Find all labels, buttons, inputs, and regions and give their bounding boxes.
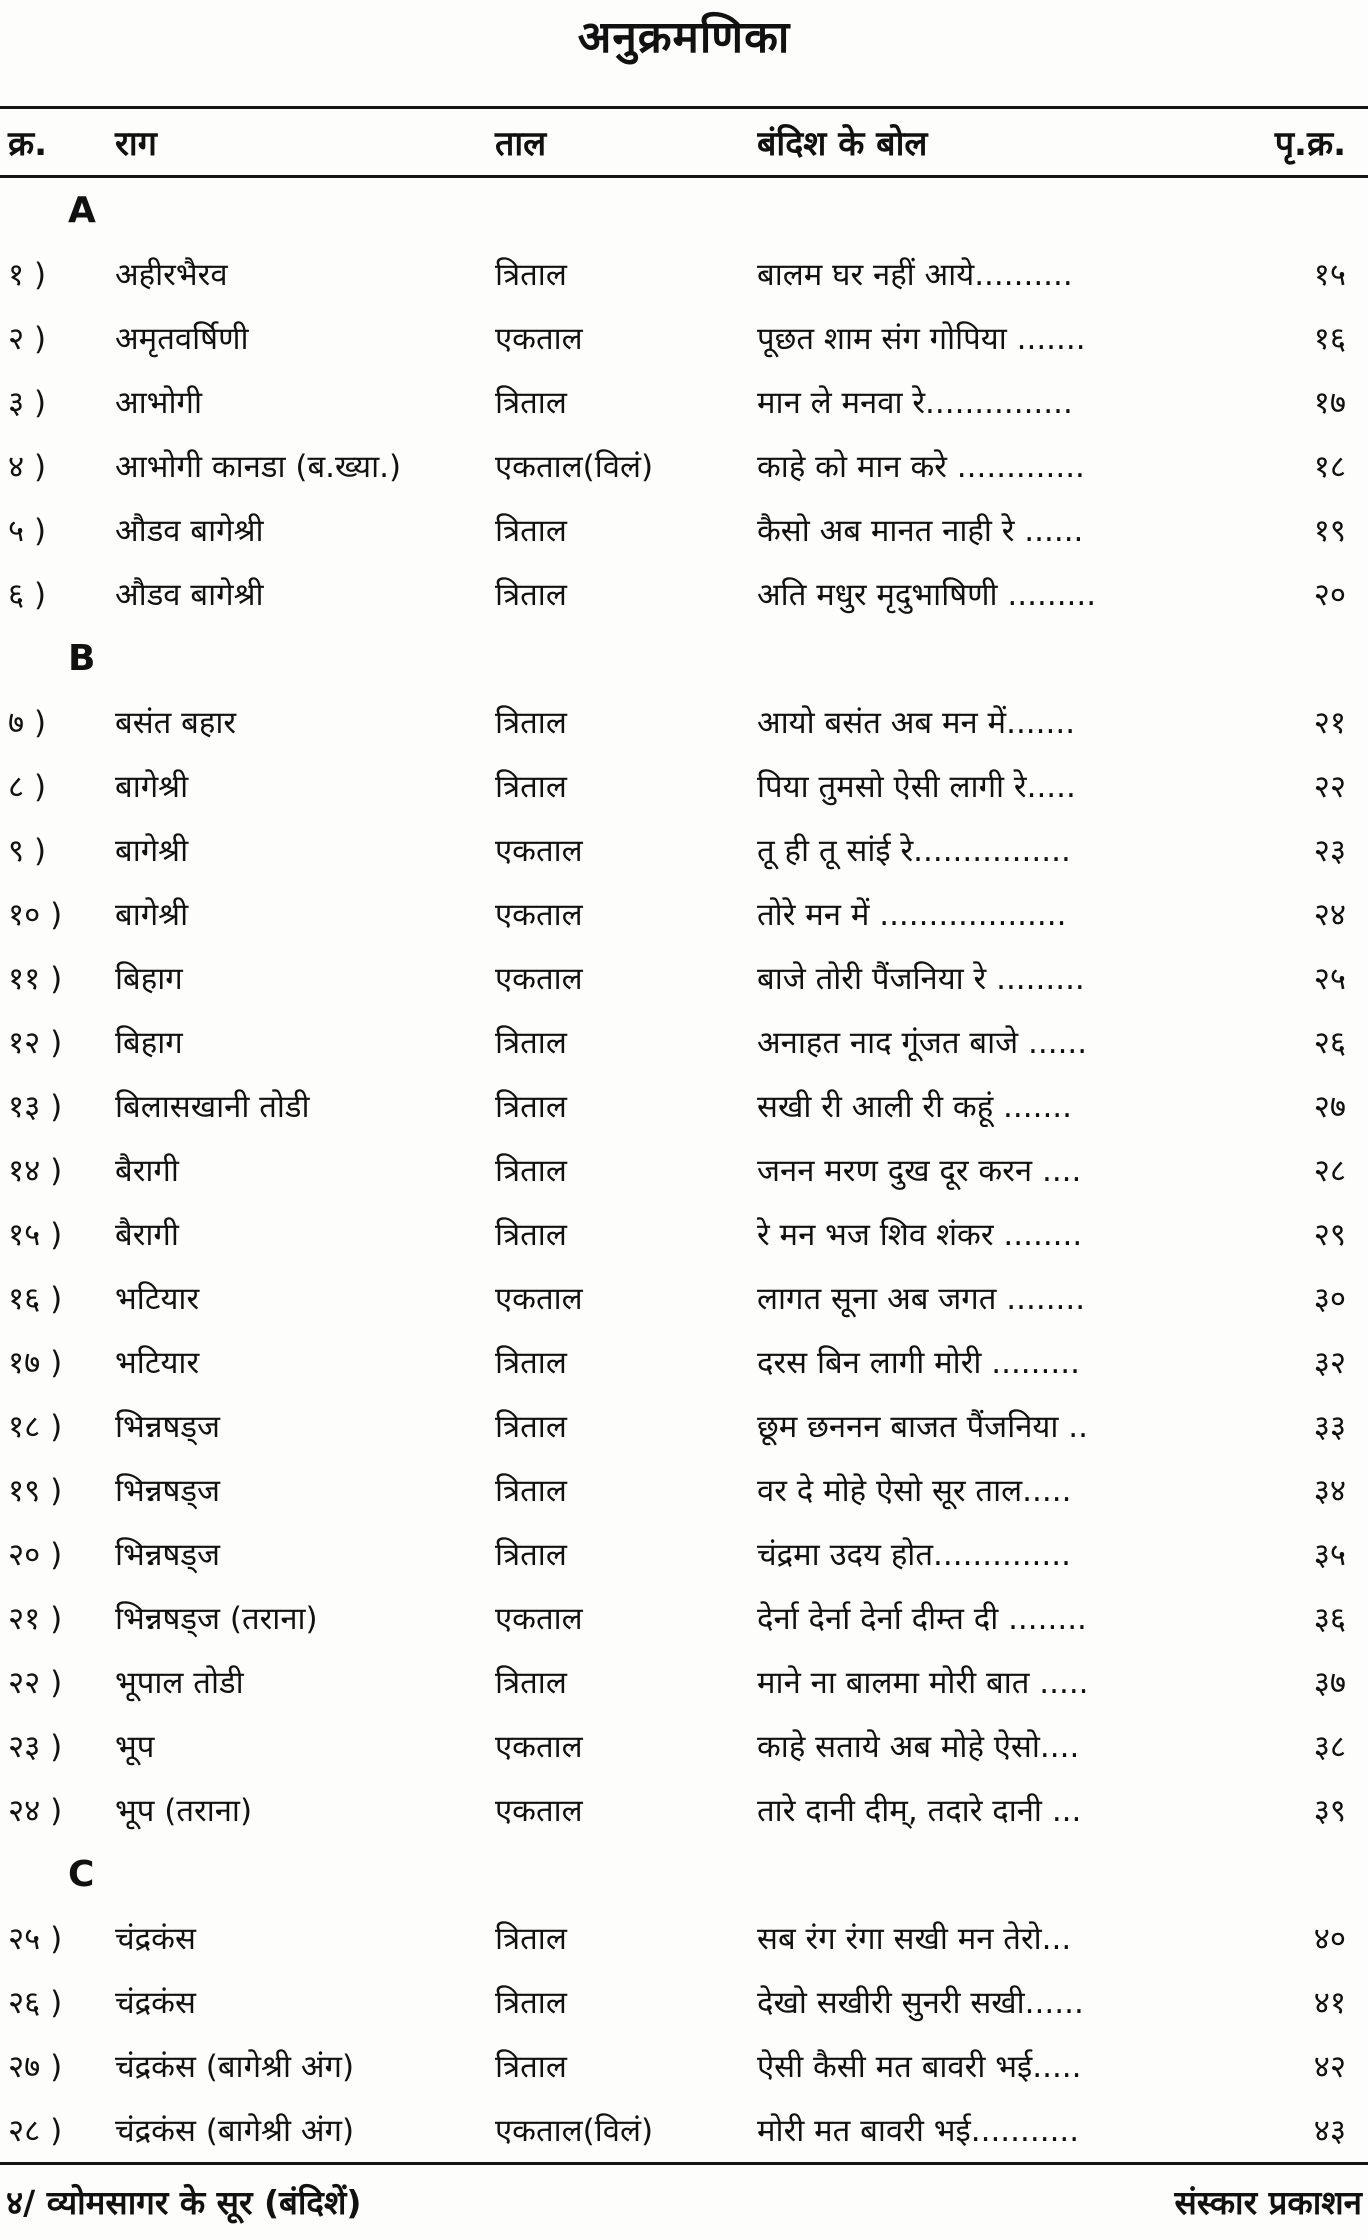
row-serial-number: २० ) — [8, 1537, 63, 1573]
row-taal-name: एकताल — [495, 833, 583, 869]
index-table-row — [0, 1010, 1368, 1074]
index-table-row — [0, 1458, 1368, 1522]
index-table-row — [0, 498, 1368, 562]
row-raga-name: बिहाग — [115, 961, 183, 997]
row-serial-number: २१ ) — [8, 1601, 63, 1637]
row-taal-name: त्रिताल — [495, 257, 567, 293]
row-page-number: १६ — [1313, 321, 1346, 357]
row-taal-name: एकताल — [495, 1729, 583, 1765]
row-raga-name: भिन्नषड्ज — [115, 1409, 220, 1445]
row-bandish-bol: आयो बसंत अब मन में....... — [757, 705, 1076, 741]
row-page-number: २७ — [1313, 1089, 1346, 1125]
row-raga-name: भूप — [115, 1729, 155, 1765]
row-serial-number: ५ ) — [8, 513, 47, 549]
row-bandish-bol: जनन मरण दुख दूर करन .... — [757, 1153, 1082, 1189]
row-taal-name: त्रिताल — [495, 1665, 567, 1701]
row-page-number: ३० — [1313, 1281, 1346, 1317]
row-bandish-bol: काहे सताये अब मोहे ऐसो.... — [757, 1729, 1080, 1765]
row-serial-number: २५ ) — [8, 1921, 63, 1957]
row-raga-name: चंद्रकंस (बागेश्री अंग) — [115, 2049, 355, 2085]
row-serial-number: १६ ) — [8, 1281, 63, 1317]
row-raga-name: भटियार — [115, 1345, 200, 1381]
row-taal-name: एकताल — [495, 961, 583, 997]
row-page-number: ३८ — [1313, 1729, 1346, 1765]
index-table-row — [0, 754, 1368, 818]
row-raga-name: बसंत बहार — [115, 705, 237, 741]
index-table-row — [0, 882, 1368, 946]
row-serial-number: १८ ) — [8, 1409, 63, 1445]
row-bandish-bol: सखी री आली री कहूं ....... — [757, 1089, 1073, 1125]
row-raga-name: बैरागी — [115, 1217, 179, 1253]
row-serial-number: ७ ) — [8, 705, 47, 741]
row-page-number: ३४ — [1313, 1473, 1346, 1509]
row-page-number: १८ — [1313, 449, 1346, 485]
row-taal-name: त्रिताल — [495, 385, 567, 421]
row-serial-number: १२ ) — [8, 1025, 63, 1061]
row-serial-number: २ ) — [8, 321, 47, 357]
row-taal-name: एकताल — [495, 1281, 583, 1317]
row-serial-number: ११ ) — [8, 961, 63, 997]
row-bandish-bol: बाजे तोरी पैंजनिया रे ......... — [757, 961, 1085, 997]
row-serial-number: २३ ) — [8, 1729, 63, 1765]
row-serial-number: ८ ) — [8, 769, 47, 805]
row-taal-name: त्रिताल — [495, 1473, 567, 1509]
row-bandish-bol: पूछत शाम संग गोपिया ....... — [757, 321, 1086, 357]
row-bandish-bol: ऐसी कैसी मत बावरी भई..... — [757, 2049, 1082, 2085]
row-bandish-bol: देखो सखीरी सुनरी सखी...... — [757, 1985, 1084, 2021]
row-serial-number: १७ ) — [8, 1345, 63, 1381]
row-taal-name: त्रिताल — [495, 577, 567, 613]
row-raga-name: आभोगी कानडा (ब.ख्या.) — [115, 449, 402, 485]
index-table-row — [0, 1266, 1368, 1330]
row-bandish-bol: तारे दानी दीम्, तदारे दानी ... — [757, 1793, 1082, 1829]
row-raga-name: अमृतवर्षिणी — [115, 321, 249, 357]
row-bandish-bol: सब रंग रंगा सखी मन तेरो... — [757, 1921, 1072, 1957]
row-taal-name: त्रिताल — [495, 1537, 567, 1573]
row-taal-name: त्रिताल — [495, 769, 567, 805]
section-letter-label: A — [68, 189, 96, 231]
row-bandish-bol: पिया तुमसो ऐसी लागी रे..... — [757, 769, 1076, 805]
row-raga-name: आभोगी — [115, 385, 202, 421]
row-raga-name: बागेश्री — [115, 769, 189, 805]
row-page-number: ३३ — [1313, 1409, 1346, 1445]
row-page-number: १९ — [1313, 513, 1346, 549]
index-table-row — [0, 242, 1368, 306]
row-bandish-bol: मोरी मत बावरी भई........... — [757, 2113, 1080, 2149]
header-raga: राग — [115, 124, 157, 164]
row-taal-name: त्रिताल — [495, 1025, 567, 1061]
row-taal-name: त्रिताल — [495, 1217, 567, 1253]
row-raga-name: भटियार — [115, 1281, 200, 1317]
row-serial-number: ९ ) — [8, 833, 47, 869]
row-raga-name: बिलासखानी तोडी — [115, 1089, 310, 1125]
row-taal-name: त्रिताल — [495, 1921, 567, 1957]
row-page-number: २६ — [1313, 1025, 1346, 1061]
table-header-row — [0, 109, 1368, 175]
row-page-number: १७ — [1313, 385, 1346, 421]
row-page-number: ४० — [1313, 1921, 1346, 1957]
index-table-body — [0, 178, 1368, 2162]
row-page-number: २५ — [1313, 961, 1346, 997]
row-page-number: ४१ — [1313, 1985, 1346, 2021]
index-table-row — [0, 306, 1368, 370]
row-bandish-bol: काहे को मान करे ............. — [757, 449, 1085, 485]
index-table-row — [0, 1202, 1368, 1266]
row-raga-name: औडव बागेश्री — [115, 577, 264, 613]
row-taal-name: एकताल — [495, 1601, 583, 1637]
row-serial-number: १ ) — [8, 257, 47, 293]
row-page-number: ३७ — [1313, 1665, 1346, 1701]
row-page-number: २८ — [1313, 1153, 1346, 1189]
row-page-number: २९ — [1313, 1217, 1346, 1253]
index-table-row — [0, 2098, 1368, 2162]
row-serial-number: ३ ) — [8, 385, 47, 421]
index-table-row — [0, 1138, 1368, 1202]
row-taal-name: त्रिताल — [495, 513, 567, 549]
row-page-number: २३ — [1313, 833, 1346, 869]
row-raga-name: बैरागी — [115, 1153, 179, 1189]
index-table-row — [0, 818, 1368, 882]
row-raga-name: बागेश्री — [115, 833, 189, 869]
index-table-row — [0, 1522, 1368, 1586]
row-taal-name: त्रिताल — [495, 1153, 567, 1189]
row-bandish-bol: कैसो अब मानत नाही रे ...... — [757, 513, 1084, 549]
row-serial-number: १० ) — [8, 897, 63, 933]
index-table-row — [0, 2034, 1368, 2098]
row-serial-number: १९ ) — [8, 1473, 63, 1509]
row-taal-name: त्रिताल — [495, 2049, 567, 2085]
index-table-row — [0, 1394, 1368, 1458]
row-page-number: ४२ — [1313, 2049, 1346, 2085]
row-bandish-bol: तू ही तू सांई रे................ — [757, 833, 1071, 869]
row-bandish-bol: चंद्रमा उदय होत.............. — [757, 1537, 1071, 1573]
row-bandish-bol: माने ना बालमा मोरी बात ..... — [757, 1665, 1089, 1701]
row-bandish-bol: बालम घर नहीं आये.......... — [757, 257, 1073, 293]
row-bandish-bol: वर दे मोहे ऐसो सूर ताल..... — [757, 1473, 1072, 1509]
row-taal-name: एकताल — [495, 321, 583, 357]
row-page-number: ३५ — [1313, 1537, 1346, 1573]
row-raga-name: बागेश्री — [115, 897, 189, 933]
row-raga-name: चंद्रकंस (बागेश्री अंग) — [115, 2113, 355, 2149]
index-table-row — [0, 370, 1368, 434]
row-bandish-bol: देर्ना देर्ना देर्ना दीम्त दी ........ — [757, 1601, 1087, 1637]
row-taal-name: त्रिताल — [495, 705, 567, 741]
index-table-row — [0, 562, 1368, 626]
row-taal-name: त्रिताल — [495, 1345, 567, 1381]
row-page-number: ३६ — [1313, 1601, 1346, 1637]
index-table-row — [0, 1074, 1368, 1138]
row-serial-number: २२ ) — [8, 1665, 63, 1701]
row-serial-number: १३ ) — [8, 1089, 63, 1125]
row-raga-name: भूप (तराना) — [115, 1793, 253, 1829]
header-bandish-bol: बंदिश के बोल — [757, 124, 928, 164]
row-page-number: ४३ — [1313, 2113, 1346, 2149]
row-bandish-bol: मान ले मनवा रे............... — [757, 385, 1073, 421]
row-page-number: २० — [1313, 577, 1346, 613]
row-page-number: ३९ — [1313, 1793, 1346, 1829]
row-taal-name: एकताल — [495, 1793, 583, 1829]
index-table-row — [0, 1650, 1368, 1714]
index-table-row — [0, 1714, 1368, 1778]
page-title: अनुक्रमणिका — [577, 12, 791, 63]
row-serial-number: २८ ) — [8, 2113, 63, 2149]
index-table-row — [0, 1330, 1368, 1394]
row-bandish-bol: छूम छननन बाजत पैंजनिया .. — [757, 1409, 1088, 1445]
row-serial-number: १४ ) — [8, 1153, 63, 1189]
row-raga-name: चंद्रकंस — [115, 1921, 196, 1957]
header-taal: ताल — [495, 124, 547, 164]
header-serial-number: क्र. — [8, 124, 48, 164]
row-bandish-bol: अनाहत नाद गूंजत बाजे ...... — [757, 1025, 1088, 1061]
row-bandish-bol: रे मन भज शिव शंकर ........ — [757, 1217, 1083, 1253]
index-table-row — [0, 946, 1368, 1010]
section-letter-label: C — [68, 1853, 95, 1895]
header-page-number: पृ.क्र. — [1274, 124, 1346, 164]
row-taal-name: त्रिताल — [495, 1409, 567, 1445]
row-bandish-bol: तोरे मन में ................... — [757, 897, 1067, 933]
row-raga-name: चंद्रकंस — [115, 1985, 196, 2021]
row-taal-name: त्रिताल — [495, 1985, 567, 2021]
footer-book-title: ४/ व्योमसागर के सूर (बंदिशें) — [6, 2183, 362, 2222]
section-letter-label: B — [68, 637, 96, 679]
row-taal-name: एकताल — [495, 897, 583, 933]
row-serial-number: ४ ) — [8, 449, 47, 485]
row-page-number: २४ — [1313, 897, 1346, 933]
row-page-number: ३२ — [1313, 1345, 1346, 1381]
row-serial-number: २७ ) — [8, 2049, 63, 2085]
index-table-row — [0, 1586, 1368, 1650]
index-table-row — [0, 690, 1368, 754]
row-taal-name: एकताल(विलं) — [495, 2113, 654, 2149]
row-raga-name: भिन्नषड्ज — [115, 1473, 220, 1509]
row-raga-name: औडव बागेश्री — [115, 513, 264, 549]
row-serial-number: २४ ) — [8, 1793, 63, 1829]
row-bandish-bol: अति मधुर मृदुभाषिणी ......... — [757, 577, 1097, 613]
row-page-number: २१ — [1313, 705, 1346, 741]
index-table-row — [0, 434, 1368, 498]
row-raga-name: अहीरभैरव — [115, 257, 228, 293]
row-taal-name: त्रिताल — [495, 1089, 567, 1125]
row-raga-name: भूपाल तोडी — [115, 1665, 244, 1701]
row-raga-name: भिन्नषड्ज (तराना) — [115, 1601, 318, 1637]
index-table-row — [0, 1778, 1368, 1842]
footer-publisher: संस्कार प्रकाशन — [1174, 2183, 1362, 2222]
row-serial-number: ६ ) — [8, 577, 47, 613]
row-page-number: २२ — [1313, 769, 1346, 805]
row-serial-number: २६ ) — [8, 1985, 63, 2021]
row-raga-name: भिन्नषड्ज — [115, 1537, 220, 1573]
row-bandish-bol: दरस बिन लागी मोरी ......... — [757, 1345, 1080, 1381]
page-footer — [0, 2165, 1368, 2224]
index-table-row — [0, 1906, 1368, 1970]
row-page-number: १५ — [1313, 257, 1346, 293]
row-taal-name: एकताल(विलं) — [495, 449, 654, 485]
row-raga-name: बिहाग — [115, 1025, 183, 1061]
index-table-row — [0, 1970, 1368, 2034]
row-serial-number: १५ ) — [8, 1217, 63, 1253]
row-bandish-bol: लागत सूना अब जगत ........ — [757, 1281, 1086, 1317]
